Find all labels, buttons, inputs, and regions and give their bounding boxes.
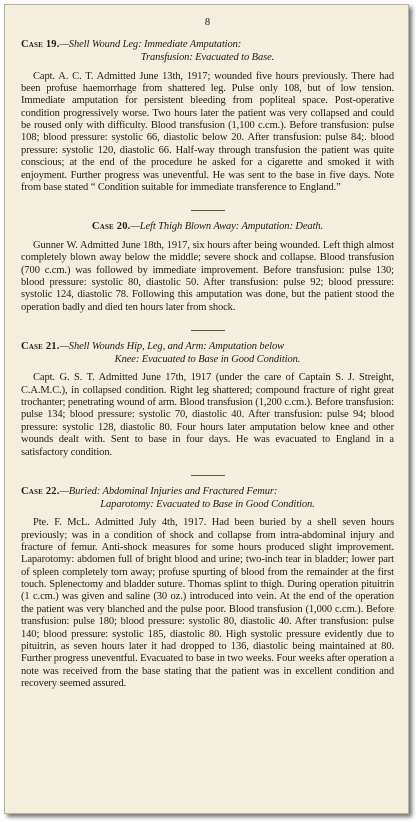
case-19 bbox=[21, 39, 394, 194]
page-content bbox=[5, 5, 408, 690]
case-20 bbox=[21, 221, 394, 314]
case-title: —Shell Wound Leg: Immediate Amputation: bbox=[59, 39, 242, 51]
section-divider bbox=[191, 330, 225, 331]
case-title-continued: Laparotomy: Evacuated to Base in Good Condition. bbox=[100, 498, 315, 510]
section-divider bbox=[191, 475, 225, 476]
case-title-continued: Transfusion: Evacuated to Base. bbox=[140, 51, 275, 63]
case-heading bbox=[21, 221, 394, 234]
case-label: Case 20. bbox=[91, 221, 131, 233]
case-22 bbox=[21, 486, 394, 690]
case-title: —Shell Wounds Hip, Leg, and Arm: Amputation below bbox=[59, 341, 285, 353]
page-number: 8 bbox=[204, 17, 211, 28]
section-divider bbox=[191, 210, 225, 211]
case-title-continued: Knee: Evacuated to Base in Good Condition. bbox=[114, 353, 301, 365]
case-heading bbox=[21, 486, 394, 511]
document-page bbox=[4, 4, 409, 814]
case-label: Case 21. bbox=[21, 341, 60, 353]
case-title: —Left Thigh Blown Away: Amputation: Death. bbox=[130, 221, 324, 233]
case-heading bbox=[21, 39, 394, 64]
case-title: —Buried: Abdominal Injuries and Fractured Femur: bbox=[59, 485, 278, 497]
case-body: Pte. F. McL. Admitted July 4th, 1917. Had been buried by a shell seven hours previously; was in a condition of shock and collapse from intra-abdominal injury and fracture of femur. Anti-shock measures for some hours produced slight improvement. Laparotomy: abdomen full of bright blood and urine; two-inch tear in bladder; lower part of spleen completely torn away; profuse spurting of blood from the remainder at the first touch. Splenectomy and bladder suture. Thomas splint to thigh. During operation pituitrin (1 c.cm.) was given and saline (30 oz.) introduced into vein. At the end of the operation the patient was very blanched and the pulse poor. Blood transfusion (1,000 c.cm.). Before transfusion: pulse 180; blood pressure: systolic 80, diastolic 40. After transfusion: pulse 140; blood pressure: systolic 185, diastolic 80. High systolic pressure evidently due to pituitrin, as seven hours later it had dropped to 136, diastolic being maintained at 80. Further progress uneventful. Evacuated to base in two weeks. Four weeks after operation a note was received from the base stating that the patient was in excellent condition and recovery seemed assured. bbox=[21, 517, 394, 690]
case-body: Capt. G. S. T. Admitted June 17th, 1917 (under the care of Captain S. J. Streight, C.A.M.C.), in collapsed condition. Right leg shattered; compound fracture of right great trochanter; penetrating wound of arm. Blood transfusion (1,200 c.cm.). Before transfusion: pulse 134; blood pressure: systolic 70, diastolic 40. After transfusion: pulse 94; blood pressure: systolic 128, diastolic 80. Four hours later amputation below knee and other wounds dealt with. Sent to base in four days. He was evacuated to England in a satisfactory condition. bbox=[21, 372, 394, 458]
case-label: Case 22. bbox=[21, 485, 60, 497]
case-label: Case 19. bbox=[21, 39, 60, 51]
case-21 bbox=[21, 341, 394, 459]
case-body: Capt. A. C. T. Admitted June 13th, 1917; wounded five hours previously. There had been profuse haemorrhage from shattered leg. Pulse only 108, but of low tension. Immediate amputation for persistent bleeding from popliteal space. Post-operative condition progressively worse. Two hours later the patient was very collapsed and could be roused only with difficulty. Blood transfusion (1,100 c.cm.). Before transfusion: pulse 108; blood pressure: systolic 66, diastolic below 20. After transfusion: pulse 84;. blood pressure: systolic 120, diastolic 66. Half-way through transfusion the patient was quite conscious; at the end of the procedure he asked for a cigarette and smoked it with enjoyment. Further progress was uneventful. He was sent to the base in five days. Note from base stated “ Condition suitable for immediate transference to England.” bbox=[21, 70, 394, 193]
case-body: Gunner W. Admitted June 18th, 1917, six hours after being wounded. Left thigh almost completely blown away below the middle; severe shock and collapse. Blood transfusion (700 c.cm.) was followed by immediate improvement. Before transfusion: pulse 130; blood pressure: systolic 80, diastolic 50. After transfusion: pulse 92; blood pressure: systolic 124, diastolic 78. Following this amputation was done, but the patient stood the operation badly and died ten hours later from shock. bbox=[21, 239, 394, 313]
case-heading bbox=[21, 341, 394, 366]
